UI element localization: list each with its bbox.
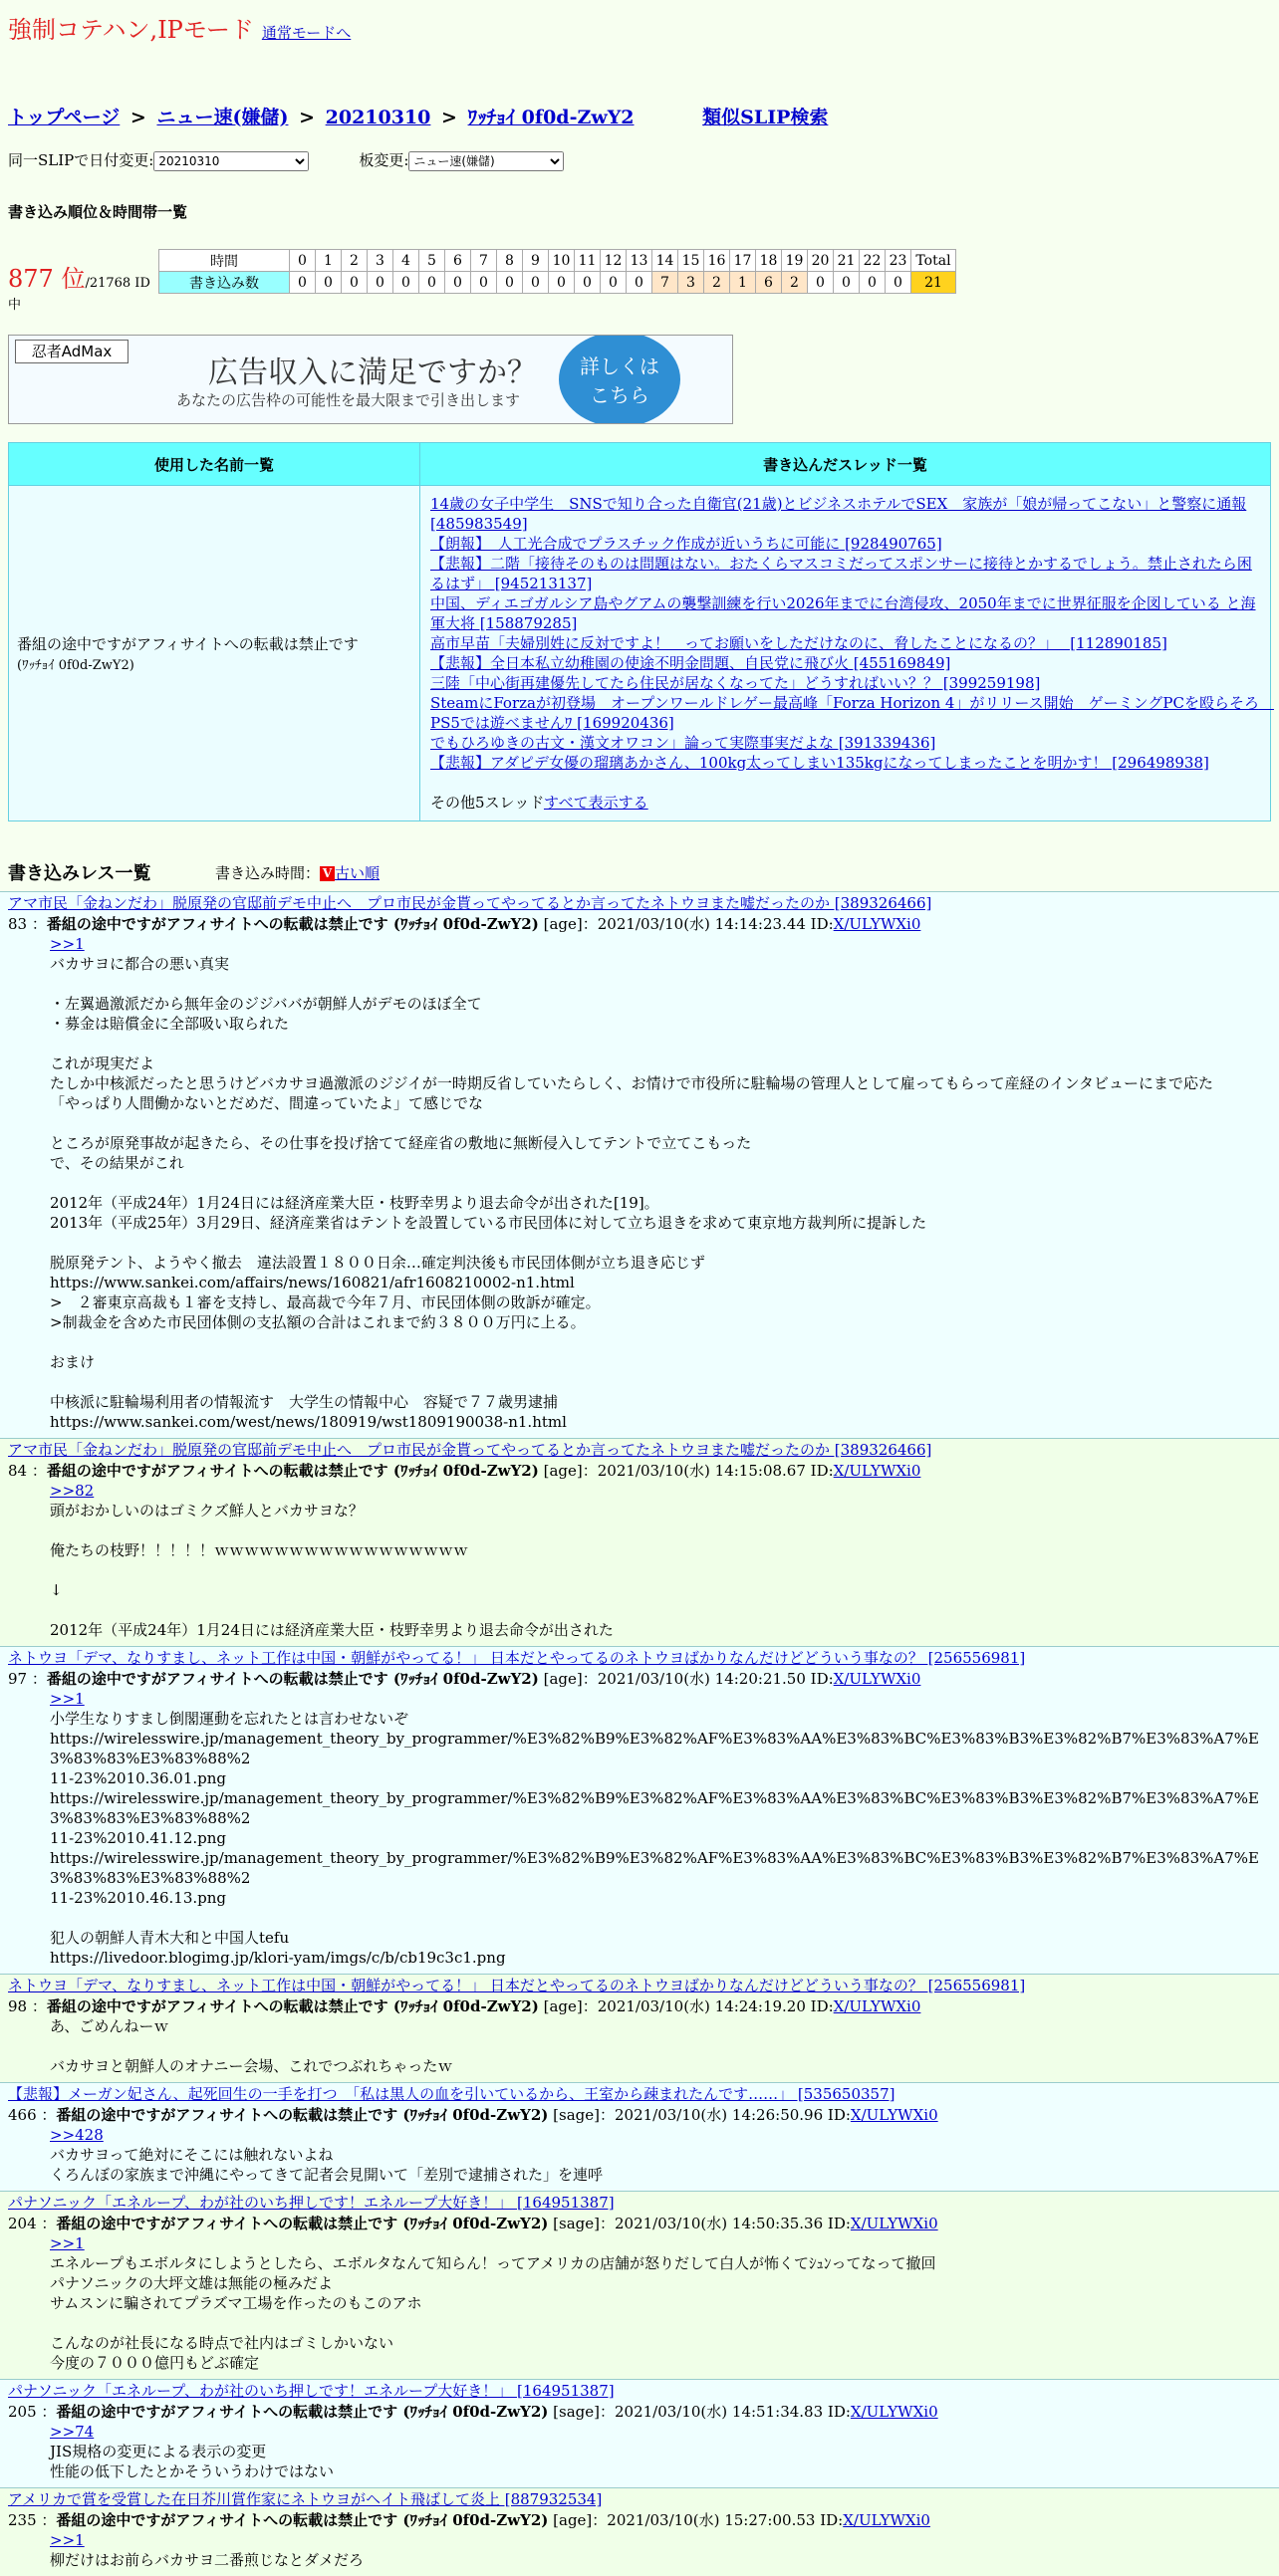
breadcrumb-top[interactable]: トップページ <box>8 107 121 128</box>
post-id-link[interactable]: X/ULYWXi0 <box>843 2511 930 2529</box>
reply-anchor-link[interactable]: >>74 <box>50 2423 95 2441</box>
date-change-label: 同一SLIPで日付変更: <box>8 151 154 169</box>
post-id-link[interactable]: X/ULYWXi0 <box>833 1462 921 1480</box>
post <box>0 1974 1279 2082</box>
breadcrumb <box>8 103 1271 129</box>
count-cell: 7 <box>652 272 678 294</box>
post-id-link[interactable]: X/ULYWXi0 <box>833 1670 921 1688</box>
post-number: 204 <box>8 2215 37 2232</box>
breadcrumb-board[interactable]: ニュー速(嫌儲) <box>156 107 289 128</box>
reply-anchor-link[interactable]: >>428 <box>50 2126 104 2144</box>
thread-link[interactable]: でもひろゆきの古文・漢文オワコン」論って実際事実だよな [391339436] <box>430 734 936 752</box>
post-body <box>0 2233 1279 2379</box>
rank-total-ids: /21768 ID中 <box>8 276 150 313</box>
date-change-group <box>8 149 309 171</box>
normal-mode-link[interactable]: 通常モードへ <box>261 24 352 42</box>
count-cell: 0 <box>419 272 445 294</box>
hour-cell: 9 <box>523 250 549 272</box>
threads-cell <box>420 486 1274 821</box>
post-id-link[interactable]: X/ULYWXi0 <box>833 915 921 933</box>
post-meta: 97 ：番組の途中ですがアフィサイトへの転載は禁止です (ﾜｯﾁｮｲ 0f0d-ZwY2) [age]：2021/03/10(水) 14:20:21.50 ID:X/ULYWXi0 <box>8 1670 921 1688</box>
posts-header <box>8 859 1271 885</box>
reply-anchor-link[interactable]: >>1 <box>50 1690 85 1708</box>
post-number: 205 <box>8 2403 37 2421</box>
post-text: バカサヨに都合の悪い真実 ・左翼過激派だから無年金のジジババが朝鮮人がデモのほぼ全て ・募金は賠償金に全部吸い取られた これが現実だよ たしか中核派だったと思うけどバカサヨ過激派のジジイが一時期反省していたらしく、お情けで市役所に駐輪場の管理人として雇ってもらって産経のインタビューにまで応た 「やっぱり人間働かないとだめだ、間違っていたよ」て感じでな ところが原発事故が起きたら、その仕事を投げ捨てて経産省の敷地に無断侵入してテントで立てこもった で、その結果がこれ 2012年（平成24年）1月24日には経済産業大臣・枝野幸男より退去命令が出された[19]。 2013年（平成25年）3月29日、経済産業省はテントを設置している市民団体に対して立ち退きを求めて東京地方裁判所に提訴した 脱原発テント、ようやく撤去 違法設置１８００日余…確定判決後も市民団体側が立ち退き応じず https://www.sankei.com/affairs/news/160821/afr1608210002-n1.html > ２審東京高裁も１審を支持し、最高裁で今年７月、市民団体側の敗訴が確定。 >制裁金を含めた市民団体側の支払額の合計はこれまで約３８００万円に上る。 おまけ 中核派に駐輪場利用者の情報流す 大学生の情報中心 容疑で７７歳男逮捕 https://www.sankei.com/west/news/180919/wst1809190038-n1.html <box>50 955 1213 1431</box>
sort-oldest-link[interactable]: 古い順 <box>335 863 381 882</box>
admax-logo: 忍者AdMax <box>15 340 128 363</box>
hourly-post-table <box>158 249 956 294</box>
hour-cell: 8 <box>497 250 523 272</box>
sort-control <box>215 862 380 883</box>
post-date: [age]：2021/03/10(水) 14:15:08.67 ID: <box>543 1462 834 1480</box>
names-threads-table <box>8 442 1274 821</box>
board-change-label: 板変更: <box>359 151 409 169</box>
ad-details-button[interactable] <box>559 335 680 424</box>
rank-value: 877 位 <box>8 265 86 293</box>
hour-cell: 15 <box>678 250 704 272</box>
board-change-group <box>359 149 564 171</box>
show-all-threads-link[interactable]: すべて表示する <box>543 794 648 812</box>
mode-title: 強制コテハン,IPモード <box>8 16 254 44</box>
breadcrumb-slip[interactable]: ﾜｯﾁｮｲ 0f0d-ZwY2 <box>467 107 635 128</box>
hour-cell: 5 <box>419 250 445 272</box>
hour-cell: 21 <box>834 250 860 272</box>
post-body <box>0 2125 1279 2191</box>
post-meta: 204 ：番組の途中ですがアフィサイトへの転載は禁止です (ﾜｯﾁｮｲ 0f0d-ZwY2) [sage]：2021/03/10(水) 14:50:35.36 ID:X/ULYWXi0 <box>8 2215 938 2232</box>
count-cell: 1 <box>730 272 756 294</box>
post-body <box>0 2422 1279 2487</box>
post-name: 番組の途中ですがアフィサイトへの転載は禁止です (ﾜｯﾁｮｲ 0f0d-ZwY2) <box>56 2215 549 2232</box>
post-text: バカサヨって絶対にそこには触れないよね くろんぼの家族まで沖縄にやってきて記者会見開いて「差別で逮捕された」を連呼 <box>50 2146 604 2184</box>
post-number: 83 <box>8 915 28 933</box>
thread-link[interactable]: 三陸「中心街再建優先してたら住民が居なくなってた」どうすればいい？？ [399259198] <box>430 674 1041 692</box>
count-cell: 0 <box>316 272 342 294</box>
hour-cell: 23 <box>886 250 911 272</box>
count-cell: 0 <box>575 272 601 294</box>
post-meta: 205 ：番組の途中ですがアフィサイトへの転載は禁止です (ﾜｯﾁｮｲ 0f0d-ZwY2) [sage]：2021/03/10(水) 14:51:34.83 ID:X/ULYWXi0 <box>8 2403 938 2421</box>
post-number: 98 <box>8 1997 28 2015</box>
more-threads <box>430 793 1260 813</box>
count-cell: 0 <box>834 272 860 294</box>
post-date: [age]：2021/03/10(水) 14:24:19.20 ID: <box>543 1997 834 2015</box>
post-name: 番組の途中ですがアフィサイトへの転載は禁止です (ﾜｯﾁｮｲ 0f0d-ZwY2) <box>46 915 539 933</box>
post-id-link[interactable]: X/ULYWXi0 <box>850 2215 938 2232</box>
hour-cell: 20 <box>808 250 834 272</box>
count-cell: 3 <box>678 272 704 294</box>
count-cell: 0 <box>523 272 549 294</box>
post-meta: 466 ：番組の途中ですがアフィサイトへの転載は禁止です (ﾜｯﾁｮｲ 0f0d-ZwY2) [sage]：2021/03/10(水) 14:26:50.96 ID:X/ULYWXi0 <box>8 2106 938 2124</box>
count-row <box>159 272 956 294</box>
post-body <box>0 2016 1279 2082</box>
thread-link[interactable]: 【悲報】二階「接待そのものは問題はない。おたくらマスコミだってスポンサーに接待とかするでしょう。禁止されたら困るはず」 [945213137] <box>430 555 1252 592</box>
post-thread-link[interactable]: パナソニック「エネループ、わが社のいち押しです！エネループ大好き！」 [164951387] <box>0 2191 1279 2213</box>
breadcrumb-separator: > <box>129 107 146 128</box>
count-label: 書き込み数 <box>159 272 290 294</box>
post <box>0 2487 1279 2576</box>
post-name: 番組の途中ですがアフィサイトへの転載は禁止です (ﾜｯﾁｮｲ 0f0d-ZwY2) <box>56 2106 549 2124</box>
post-id-link[interactable]: X/ULYWXi0 <box>850 2106 938 2124</box>
hour-cell: 22 <box>860 250 886 272</box>
hour-row <box>159 250 956 272</box>
post-thread-link[interactable]: パナソニック「エネループ、わが社のいち押しです！エネループ大好き！」 [164951387] <box>0 2379 1279 2401</box>
count-cell: 21 <box>911 272 956 294</box>
post-number: 235 <box>8 2511 37 2529</box>
post-thread-link[interactable]: ネトウヨ「デマ、なりすまし、ネット工作は中国・朝鮮がやってる！」 日本だとやってるのネトウヨばかりなんだけどどういう事なの？ [256556981] <box>0 1974 1279 1995</box>
post-meta: 83 ：番組の途中ですがアフィサイトへの転載は禁止です (ﾜｯﾁｮｲ 0f0d-ZwY2) [age]：2021/03/10(水) 14:14:23.44 ID:X/ULYWXi0 <box>8 915 921 933</box>
sort-time-label: 書き込み時間： <box>215 863 321 882</box>
post-date: [age]：2021/03/10(水) 15:27:00.53 ID: <box>553 2511 844 2529</box>
hour-cell: 3 <box>368 250 393 272</box>
breadcrumb-separator: > <box>299 107 315 128</box>
count-cell: 0 <box>368 272 393 294</box>
post-thread-link[interactable]: アメリカで賞を受賞した在日芥川賞作家にネトウヨがヘイト飛ばして炎上 [887932534] <box>0 2487 1279 2509</box>
names-header: 使用した名前一覧 <box>9 443 420 486</box>
thread-link[interactable]: 中国、ディエゴガルシア島やグアムの襲撃訓練を行い2026年までに台湾侵攻、2050年までに世界征服を企図している と海軍大将 [158879285] <box>430 594 1256 632</box>
time-label: 時間 <box>159 250 290 272</box>
hour-cell: 19 <box>782 250 808 272</box>
post-date: [age]：2021/03/10(水) 14:20:21.50 ID: <box>543 1670 834 1688</box>
post-date: [sage]：2021/03/10(水) 14:51:34.83 ID: <box>553 2403 851 2421</box>
hour-cell: 6 <box>445 250 471 272</box>
post-date: [sage]：2021/03/10(水) 14:26:50.96 ID: <box>553 2106 851 2124</box>
post-number: 466 <box>8 2106 37 2124</box>
post-name: 番組の途中ですがアフィサイトへの転載は禁止です (ﾜｯﾁｮｲ 0f0d-ZwY2) <box>46 1997 539 2015</box>
hour-cell: 10 <box>549 250 575 272</box>
post-text: エネループもエボルタにしようとしたら、エボルタなんて知らん！ってアメリカの店舗が怒りだして白人が怖くてｼｭﾝってなって撤回 パナソニックの大坪文雄は無能の極みだよ サムスンに騙されてプラズマ工場を作ったのもこのアホ こんなのが社長になる時点で社内はゴミしかいない 今度の７０００億円もどぶ確定 <box>50 2254 936 2372</box>
post-body <box>0 1689 1279 1974</box>
thread-link[interactable]: 【悲報】全日本私立幼稚園の使途不明金問題、自民党に飛び火 [455169849] <box>430 654 951 672</box>
post-thread-link[interactable]: ネトウヨ「デマ、なりすまし、ネット工作は中国・朝鮮がやってる！」 日本だとやってるのネトウヨばかりなんだけどどういう事なの？ [256556981] <box>0 1646 1279 1668</box>
posts-list <box>8 891 1271 2576</box>
thread-link[interactable]: 14歳の女子中学生 SNSで知り合った自衛官(21歳)とビジネスホテルでSEX 家族が「娘が帰ってこない」と警察に通報 [485983549] <box>430 495 1247 533</box>
post-thread-link[interactable]: アマ市民「金ねンだわ」脱原発の官邸前デモ中止へ プロ市民が金貰ってやってるとか言ってたネトウヨまた嘘だったのか [389326466] <box>0 891 1279 913</box>
count-cell: 0 <box>627 272 652 294</box>
count-cell: 0 <box>290 272 316 294</box>
post-text: あ、ごめんねーｗ バカサヨと朝鮮人のオナニー会場、これでつぶれちゃったｗ <box>50 2017 453 2075</box>
ad-details-label: 詳しくは こちら <box>580 354 659 407</box>
post-meta: 84 ：番組の途中ですがアフィサイトへの転載は禁止です (ﾜｯﾁｮｲ 0f0d-ZwY2) [age]：2021/03/10(水) 14:15:08.67 ID:X/ULYWXi0 <box>8 1462 921 1480</box>
post-text: 小学生なりすまし倒閣運動を忘れたとは言わせないぞ https://wirelesswire.jp/management_theory_by_programmer/%E3%82%B9%E3%82%AF%E3%83%AA%E3%83%BC%E3%83%B3%E3%82%B7%E3%83%A7%E3%83%83%E3%83%88%2 11-23%2010.36.01.png https://wirelesswire.jp/management_theory_by_programmer/%E3%82%B9%E3%82%AF%E3%83%AA%E3%83%BC%E3%83%B3%E3%82%B7%E3%83%A7%E3%83%83%E3%83%88%2 11-23%2010.41.12.png https://wirelesswire.jp/management_theory_by_programmer/%E3%82%B9%E3%82%AF%E3%83%AA%E3%83%BC%E3%83%B3%E3%82%B7%E3%83%A7%E3%83%83%E3%83%88%2 11-23%2010.46.13.png 犯人の朝鮮人青木大和と中国人tefu https://livedoor.blogimg.jp/klori-yam/imgs/c/b/cb19c3c1.png <box>50 1710 1259 1967</box>
used-name-slip: (ﾜｯﾁｮｲ 0f0d-ZwY2) <box>17 658 134 673</box>
date-select[interactable] <box>153 151 309 171</box>
count-cell: 0 <box>860 272 886 294</box>
post-text: 頭がおかしいのはゴミクズ鮮人とバカサヨな？ 俺たちの枝野！！！！！ｗｗｗｗｗｗｗｗｗｗｗｗｗｗｗｗｗ ↓ 2012年（平成24年）1月24日には経済産業大臣・枝野幸男より退去命令が出された <box>50 1502 614 1639</box>
post-name: 番組の途中ですがアフィサイトへの転載は禁止です (ﾜｯﾁｮｲ 0f0d-ZwY2) <box>46 1670 539 1688</box>
posts-section-title: 書き込みレス一覧 <box>8 863 151 884</box>
count-cell: 0 <box>886 272 911 294</box>
reply-anchor-link[interactable]: >>82 <box>50 1482 95 1500</box>
ad-banner[interactable] <box>8 335 733 424</box>
rank-summary <box>8 249 158 313</box>
post <box>0 2379 1279 2487</box>
names-cell <box>9 486 420 821</box>
post-text: 柳だけはお前らバカサヨ二番煎じなとダメだろ <box>50 2551 365 2569</box>
post <box>0 2082 1279 2191</box>
post-meta: 98 ：番組の途中ですがアフィサイトへの転載は禁止です (ﾜｯﾁｮｲ 0f0d-ZwY2) [age]：2021/03/10(水) 14:24:19.20 ID:X/ULYWXi0 <box>8 1997 921 2015</box>
sort-down-icon: V <box>320 866 335 881</box>
count-cell: 2 <box>782 272 808 294</box>
post-id-link[interactable]: X/ULYWXi0 <box>833 1997 921 2015</box>
post-meta: 235 ：番組の途中ですがアフィサイトへの転載は禁止です (ﾜｯﾁｮｲ 0f0d-ZwY2) [age]：2021/03/10(水) 15:27:00.53 ID:X/ULYWXi0 <box>8 2511 930 2529</box>
post-name: 番組の途中ですがアフィサイトへの転載は禁止です (ﾜｯﾁｮｲ 0f0d-ZwY2) <box>56 2403 549 2421</box>
ad-headline: 広告収入に満足ですか？ <box>208 355 537 390</box>
post <box>0 891 1279 1438</box>
count-cell: 0 <box>808 272 834 294</box>
used-name: 番組の途中ですがアフィサイトへの転載は禁止です <box>17 635 359 653</box>
breadcrumb-separator: > <box>441 107 457 128</box>
hour-cell: 13 <box>627 250 652 272</box>
board-select[interactable] <box>408 151 564 171</box>
hour-cell: 17 <box>730 250 756 272</box>
post-thread-link[interactable]: アマ市民「金ねンだわ」脱原発の官邸前デモ中止へ プロ市民が金貰ってやってるとか言ってたネトウヨまた嘘だったのか [389326466] <box>0 1438 1279 1460</box>
thread-link[interactable]: 【朗報】 人工光合成でプラスチック作成が近いうちに可能に [928490765] <box>430 535 942 553</box>
post-number: 97 <box>8 1670 28 1688</box>
count-cell: 0 <box>393 272 419 294</box>
hour-cell: 12 <box>601 250 627 272</box>
thread-list <box>430 494 1274 773</box>
similar-slip-search-link[interactable]: 類似SLIP検索 <box>702 107 829 128</box>
post <box>0 1438 1279 1646</box>
ad-subline: あなたの広告枠の可能性を最大限まで引き出します <box>176 391 521 409</box>
hour-cell: 14 <box>652 250 678 272</box>
hour-cell: 7 <box>471 250 497 272</box>
post-id-link[interactable]: X/ULYWXi0 <box>850 2403 938 2421</box>
hour-cell: 0 <box>290 250 316 272</box>
count-cell: 0 <box>471 272 497 294</box>
post-thread-link[interactable]: 【悲報】メーガン妃さん、起死回生の一手を打つ 「私は黒人の血を引いているから、王室から疎まれたんです……」 [535650357] <box>0 2082 1279 2104</box>
count-cell: 0 <box>601 272 627 294</box>
count-cell: 0 <box>497 272 523 294</box>
post <box>0 2191 1279 2379</box>
post-date: [age]：2021/03/10(水) 14:14:23.44 ID: <box>543 915 834 933</box>
hour-cell: 16 <box>704 250 730 272</box>
post-body <box>0 2530 1279 2576</box>
hour-cell: 4 <box>393 250 419 272</box>
reply-anchor-link[interactable]: >>1 <box>50 935 85 953</box>
post-date: [sage]：2021/03/10(水) 14:50:35.36 ID: <box>553 2215 851 2232</box>
post <box>0 1646 1279 1974</box>
hour-cell: 1 <box>316 250 342 272</box>
thread-link[interactable]: 【悲報】アダピデ女優の瑠璃あかさん、100kg太ってしまい135kgになってしまったことを明かす！ [296498938] <box>430 754 1209 772</box>
thread-link[interactable]: SteamにForzaが初登場 オープンワールドレゲー最高峰「Forza Horizon 4」がリリース開始 ゲーミングPCを殴らそろ PS5では遊べませんﾜ [169920436] <box>430 694 1274 732</box>
hour-cell: 18 <box>756 250 782 272</box>
post-text: JIS規格の変更による表示の変更 性能の低下したとかそういうわけではない <box>50 2443 335 2480</box>
count-cell: 0 <box>342 272 368 294</box>
reply-anchor-link[interactable]: >>1 <box>50 2234 85 2252</box>
hour-cell: 2 <box>342 250 368 272</box>
post-body <box>0 934 1279 1438</box>
count-cell: 6 <box>756 272 782 294</box>
breadcrumb-date[interactable]: 20210310 <box>325 107 431 128</box>
more-threads-count: その他5スレッド <box>430 794 544 812</box>
count-cell: 0 <box>445 272 471 294</box>
ranking-section-title: 書き込み順位＆時間帯一覧 <box>8 203 188 221</box>
thread-link[interactable]: 高市早苗「夫婦別姓に反対ですよ！ ってお願いをしただけなのに、脅したことになるの？」 [112890185] <box>430 634 1167 652</box>
hour-cell: Total <box>911 250 956 272</box>
post-name: 番組の途中ですがアフィサイトへの転載は禁止です (ﾜｯﾁｮｲ 0f0d-ZwY2) <box>56 2511 549 2529</box>
count-cell: 2 <box>704 272 730 294</box>
threads-header: 書き込んだスレッド一覧 <box>420 443 1271 486</box>
reply-anchor-link[interactable]: >>1 <box>50 2531 85 2549</box>
post-body <box>0 1481 1279 1646</box>
post-number: 84 <box>8 1462 28 1480</box>
post-name: 番組の途中ですがアフィサイトへの転載は禁止です (ﾜｯﾁｮｲ 0f0d-ZwY2) <box>46 1462 539 1480</box>
hour-cell: 11 <box>575 250 601 272</box>
count-cell: 0 <box>549 272 575 294</box>
